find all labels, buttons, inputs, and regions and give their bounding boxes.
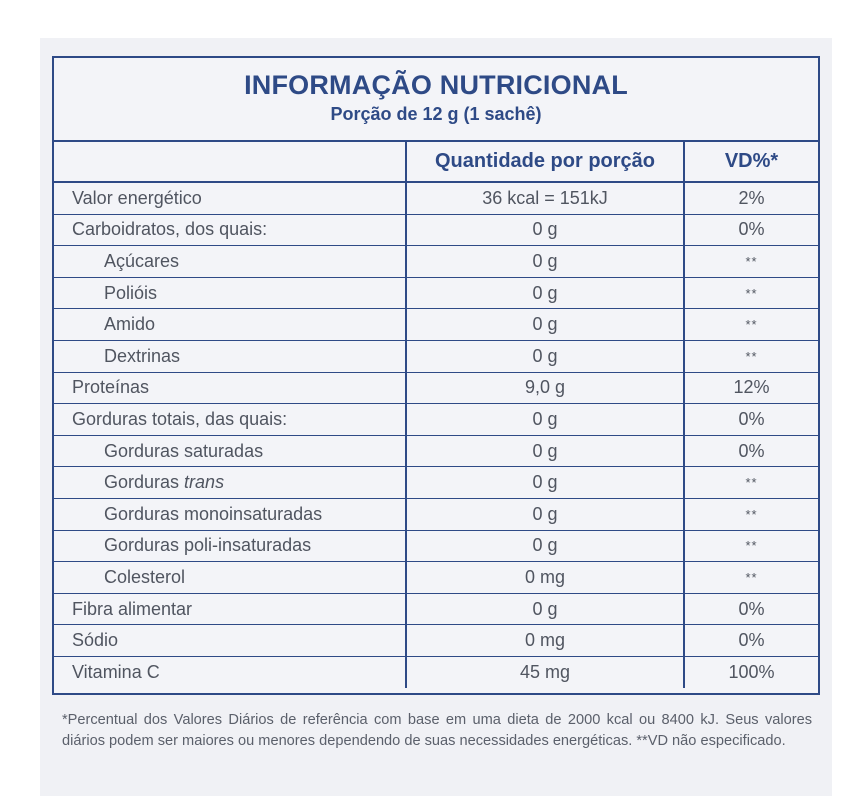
nutrient-amount: 0 g (406, 340, 684, 372)
column-header-amount: Quantidade por porção (406, 142, 684, 182)
table-row (54, 214, 818, 246)
nutrient-name: Fibra alimentar (54, 593, 406, 625)
column-header-vd: VD%* (684, 142, 818, 182)
nutrient-amount: 0 g (406, 593, 684, 625)
nutrient-name: Colesterol (54, 562, 406, 594)
nutrient-name: Polióis (54, 277, 406, 309)
nutrient-vd: ** (684, 246, 818, 278)
nutrient-vd: 12% (684, 372, 818, 404)
nutrient-name: Dextrinas (54, 340, 406, 372)
nutrient-amount: 36 kcal = 151kJ (406, 182, 684, 214)
table-row (54, 656, 818, 687)
nutrient-name-prefix: Gorduras (104, 472, 185, 493)
nutrient-name: Carboidratos, dos quais: (54, 214, 406, 246)
nutrient-name: Gorduras totais, das quais: (54, 404, 406, 436)
table-row (54, 246, 818, 278)
nutrient-vd: ** (684, 562, 818, 594)
table-row (54, 593, 818, 625)
nutrient-vd: 0% (684, 214, 818, 246)
table-row (54, 277, 818, 309)
nutrient-name (54, 467, 406, 499)
nutrient-vd: 0% (684, 404, 818, 436)
nutrient-amount: 0 g (406, 246, 684, 278)
nutrient-vd: 0% (684, 435, 818, 467)
table-row (54, 340, 818, 372)
nutrient-vd: ** (684, 467, 818, 499)
nutrient-name: Proteínas (54, 372, 406, 404)
portion-size: Porção de 12 g (1 sachê) (330, 104, 542, 124)
nutrient-vd: ** (684, 277, 818, 309)
nutrient-vd: ** (684, 309, 818, 341)
nutrient-vd: ** (684, 340, 818, 372)
nutrient-amount: 0 mg (406, 562, 684, 594)
nutrient-name: Gorduras poli-insaturadas (54, 530, 406, 562)
table-row (54, 467, 818, 499)
nutrient-amount: 0 g (406, 404, 684, 436)
nutrient-vd: ** (684, 530, 818, 562)
nutrient-vd: 2% (684, 182, 818, 214)
table-row (54, 530, 818, 562)
nutrient-name: Gorduras monoinsaturadas (54, 498, 406, 530)
table-row (54, 372, 818, 404)
table-row (54, 182, 818, 214)
nutrition-table (54, 142, 818, 688)
nutrient-amount: 45 mg (406, 656, 684, 687)
nutrient-amount: 0 g (406, 309, 684, 341)
nutrient-name: Açúcares (54, 246, 406, 278)
nutrient-name: Vitamina C (54, 656, 406, 687)
table-row (54, 498, 818, 530)
table-row (54, 404, 818, 436)
nutrient-vd: ** (684, 498, 818, 530)
nutrient-amount: 9,0 g (406, 372, 684, 404)
nutrient-name: Valor energético (72, 187, 202, 208)
nutrient-amount: 0 g (406, 530, 684, 562)
table-row (54, 562, 818, 594)
nutrient-vd: 0% (684, 593, 818, 625)
nutrient-amount: 0 g (406, 467, 684, 499)
nutrient-amount: 0 g (406, 498, 684, 530)
nutrition-facts-label (52, 56, 820, 695)
label-title: INFORMAÇÃO NUTRICIONAL (244, 70, 628, 100)
label-header (54, 58, 818, 142)
nutrient-amount: 0 g (406, 435, 684, 467)
nutrient-amount: 0 g (406, 277, 684, 309)
nutrient-amount: 0 g (406, 214, 684, 246)
nutrient-amount: 0 mg (406, 625, 684, 657)
nutrient-name-italic: trans (184, 472, 225, 493)
table-row (54, 435, 818, 467)
column-header-nutrient (54, 142, 406, 182)
footnote: *Percentual dos Valores Diários de referência com base em uma dieta de 2000 kcal ou 8400 kJ. Seus valores diários podem ser maiores ou menores dependendo de suas necessidades energéticas. **VD não especificado. (62, 712, 812, 749)
table-row (54, 309, 818, 341)
nutrient-vd: 0% (684, 625, 818, 657)
table-header-row (54, 142, 818, 182)
table-row (54, 625, 818, 657)
nutrient-name: Sódio (54, 625, 406, 657)
nutrient-vd: 100% (684, 656, 818, 687)
nutrient-name: Amido (54, 309, 406, 341)
nutrient-name: Gorduras saturadas (54, 435, 406, 467)
